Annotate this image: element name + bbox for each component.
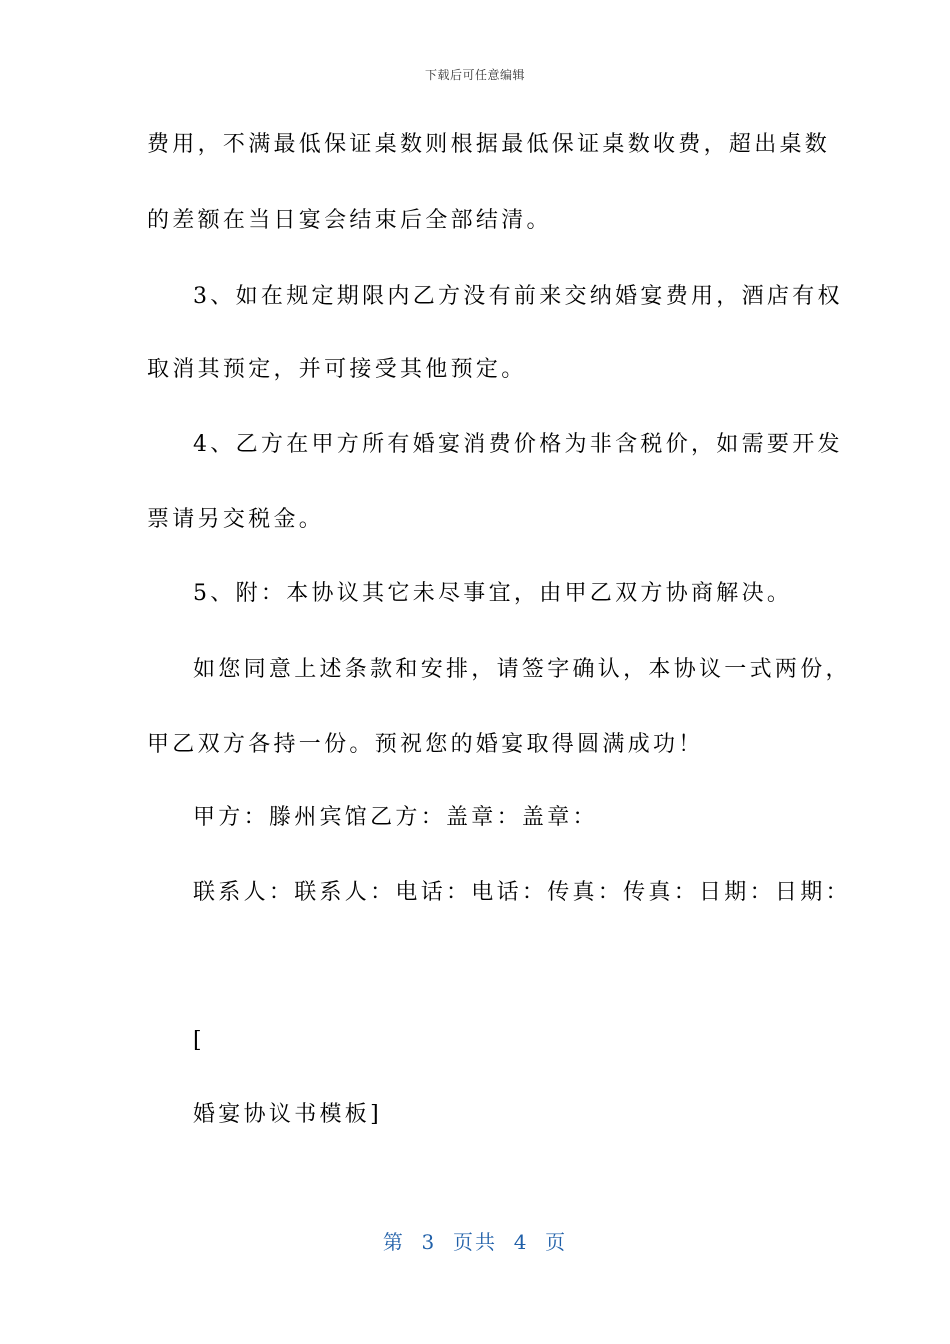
paragraph-line: 甲乙双方各持一份。预祝您的婚宴取得圆满成功！ [147, 732, 704, 757]
paragraph-line: 费用，不满最低保证桌数则根据最低保证桌数收费，超出桌数 [147, 132, 831, 157]
clause-4-line: 4、乙方在甲方所有婚宴消费价格为非含税价，如需要开发 [193, 432, 843, 457]
bracket-open: [ [193, 1028, 205, 1053]
template-title-line: 婚宴协议书模板] [193, 1102, 382, 1127]
page-header: 下载后可任意编辑 [424, 68, 525, 82]
party-signature-line: 甲方：滕州宾馆乙方：盖章：盖章： [193, 805, 598, 830]
confirmation-line: 如您同意上述条款和安排，请签字确认，本协议一式两份， [193, 657, 851, 682]
paragraph-line: 的差额在当日宴会结束后全部结清。 [147, 208, 552, 233]
paragraph-line: 票请另交税金。 [147, 507, 325, 532]
page-number-footer: 第 3 页共 4 页 [382, 1230, 568, 1254]
clause-3-line: 3、如在规定期限内乙方没有前来交纳婚宴费用，酒店有权 [193, 284, 843, 309]
clause-5-line: 5、附：本协议其它未尽事宜，由甲乙双方协商解决。 [193, 581, 793, 606]
contact-info-line: 联系人：联系人：电话：电话：传真：传真：日期：日期： [193, 880, 851, 905]
paragraph-line: 取消其预定，并可接受其他预定。 [147, 357, 527, 382]
